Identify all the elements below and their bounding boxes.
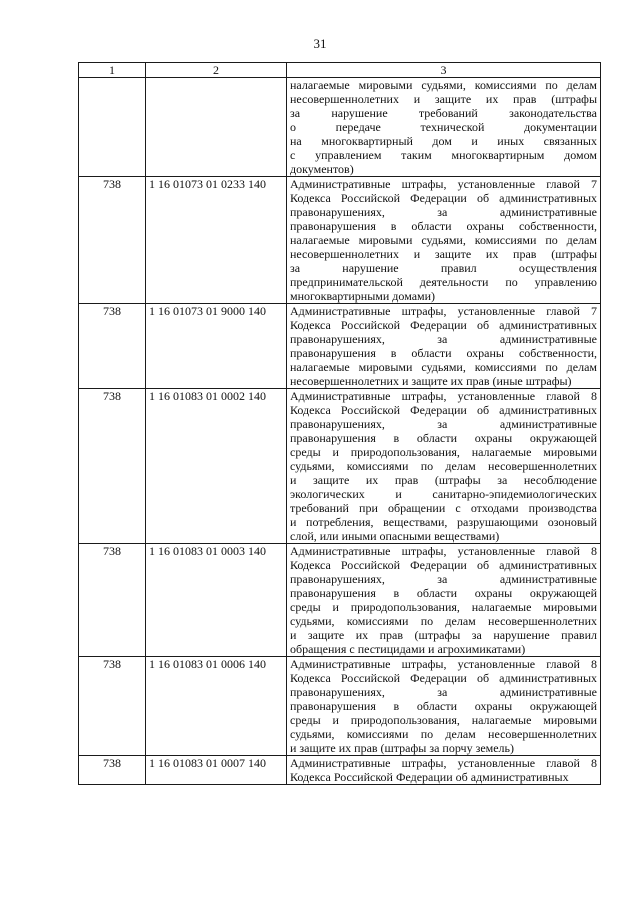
description-line: правонарушения в области охраны собственности, — [290, 346, 597, 360]
description-line: за нарушение требований законодательства — [290, 106, 597, 120]
description-line: экологических и санитарно-эпидемиологических — [290, 487, 597, 501]
revenue-description-cell — [287, 304, 601, 389]
budget-classification-code-cell: 1 16 01073 01 9000 140 — [146, 304, 287, 389]
description-line: обращения с пестицидами и агрохимикатами) — [290, 642, 526, 656]
description-line: на многоквартирный дом и иных связанных — [290, 134, 597, 148]
description-line: правонарушениях, за административные — [290, 685, 597, 699]
description-line: за нарушение правил осуществления — [290, 261, 597, 275]
description-line: слой, или иными опасными веществами) — [290, 529, 500, 543]
revenue-description-cell — [287, 544, 601, 657]
description-line: Административные штрафы, установленные главой 7 — [290, 304, 597, 318]
admin-code-cell: 738 — [79, 389, 146, 544]
budget-classification-code-cell: 1 16 01083 01 0007 140 — [146, 756, 287, 785]
description-line: Административные штрафы, установленные главой 7 — [290, 177, 597, 191]
description-line: среды и природопользования, налагаемые мировыми — [290, 713, 597, 727]
budget-classification-code-cell: 1 16 01083 01 0003 140 — [146, 544, 287, 657]
description-line: правонарушениях, за административные — [290, 417, 597, 431]
description-line: и защите их прав (штрафы за несоблюдение — [290, 473, 597, 487]
table-row — [79, 756, 601, 785]
description-line: требований при обращении с отходами производства — [290, 501, 597, 515]
description-line: судьями, комиссиями по делам несовершеннолетних — [290, 614, 597, 628]
admin-code-cell: 738 — [79, 544, 146, 657]
budget-classification-code-cell: 1 16 01073 01 0233 140 — [146, 177, 287, 304]
description-line: несовершеннолетних и защите их прав (иные штрафы) — [290, 374, 572, 388]
revenue-description-cell — [287, 657, 601, 756]
admin-code-cell: 738 — [79, 756, 146, 785]
continuation-description-cell — [287, 78, 601, 177]
budget-classification-code-cell: 1 16 01083 01 0006 140 — [146, 657, 287, 756]
description-line: многоквартирными домами) — [290, 289, 436, 303]
admin-code-cell: 738 — [79, 657, 146, 756]
continuation-row — [79, 78, 601, 177]
description-line: среды и природопользования, налагаемые мировыми — [290, 600, 597, 614]
description-line: правонарушениях, за административные — [290, 205, 597, 219]
table-row — [79, 657, 601, 756]
description-line: судьями, комиссиями по делам несовершеннолетних — [290, 459, 597, 473]
description-line: правонарушения в области охраны окружающей — [290, 699, 597, 713]
table-body — [79, 78, 601, 785]
description-line: и защите их прав (штрафы за нарушение правил — [290, 628, 597, 642]
table-row — [79, 544, 601, 657]
budget-classification-code-cell: 1 16 01083 01 0002 140 — [146, 389, 287, 544]
description-line: несовершеннолетних и защите их прав (штрафы — [290, 247, 597, 261]
table-row — [79, 389, 601, 544]
table-row — [79, 177, 601, 304]
description-line: Административные штрафы, установленные главой 8 — [290, 544, 597, 558]
description-line: налагаемые мировыми судьями, комиссиями по делам — [290, 233, 597, 247]
description-line: налагаемые мировыми судьями, комиссиями по делам — [290, 360, 597, 374]
column-header-3: 3 — [287, 63, 601, 78]
page-number: 31 — [313, 36, 327, 51]
description-line: Кодекса Российской Федерации об административных — [290, 770, 569, 784]
description-line: среды и природопользования, налагаемые мировыми — [290, 445, 597, 459]
column-header-2: 2 — [146, 63, 287, 78]
description-line: правонарушения в области охраны окружающей — [290, 586, 597, 600]
description-line: Административные штрафы, установленные главой 8 — [290, 657, 597, 671]
revenue-description-cell — [287, 177, 601, 304]
table-row — [79, 304, 601, 389]
description-line: правонарушения в области охраны собственности, — [290, 219, 597, 233]
description-line: Кодекса Российской Федерации об административных — [290, 191, 597, 205]
revenue-description-cell — [287, 756, 601, 785]
continuation-org-cell — [79, 78, 146, 177]
admin-code-cell: 738 — [79, 304, 146, 389]
description-line: и защите их прав (штрафы за порчу земель) — [290, 741, 515, 755]
description-line: Кодекса Российской Федерации об административных — [290, 403, 597, 417]
description-line: с управлением таким многоквартирным домом — [290, 148, 597, 162]
description-line: документов) — [290, 162, 354, 176]
description-line: о передаче технической документации — [290, 120, 597, 134]
description-line: судьями, комиссиями по делам несовершеннолетних — [290, 727, 597, 741]
revenue-description-cell — [287, 389, 601, 544]
description-line: правонарушениях, за административные — [290, 332, 597, 346]
description-line: Кодекса Российской Федерации об административных — [290, 558, 597, 572]
admin-code-cell: 738 — [79, 177, 146, 304]
description-line: Административные штрафы, установленные главой 8 — [290, 756, 597, 770]
description-line: несовершеннолетних и защите их прав (штрафы — [290, 92, 597, 106]
description-line: налагаемые мировыми судьями, комиссиями по делам — [290, 78, 597, 92]
description-line: правонарушения в области охраны окружающей — [290, 431, 597, 445]
column-header-1: 1 — [79, 63, 146, 78]
description-line: Кодекса Российской Федерации об административных — [290, 318, 597, 332]
description-line: предпринимательской деятельности по управлению — [290, 275, 597, 289]
description-line: Кодекса Российской Федерации об административных — [290, 671, 597, 685]
table-header-row — [79, 63, 601, 78]
continuation-code-cell — [146, 78, 287, 177]
budget-codes-table — [78, 62, 601, 785]
description-line: и потребления, веществами, разрушающими озоновый — [290, 515, 597, 529]
description-line: Административные штрафы, установленные главой 8 — [290, 389, 597, 403]
description-line: правонарушениях, за административные — [290, 572, 597, 586]
